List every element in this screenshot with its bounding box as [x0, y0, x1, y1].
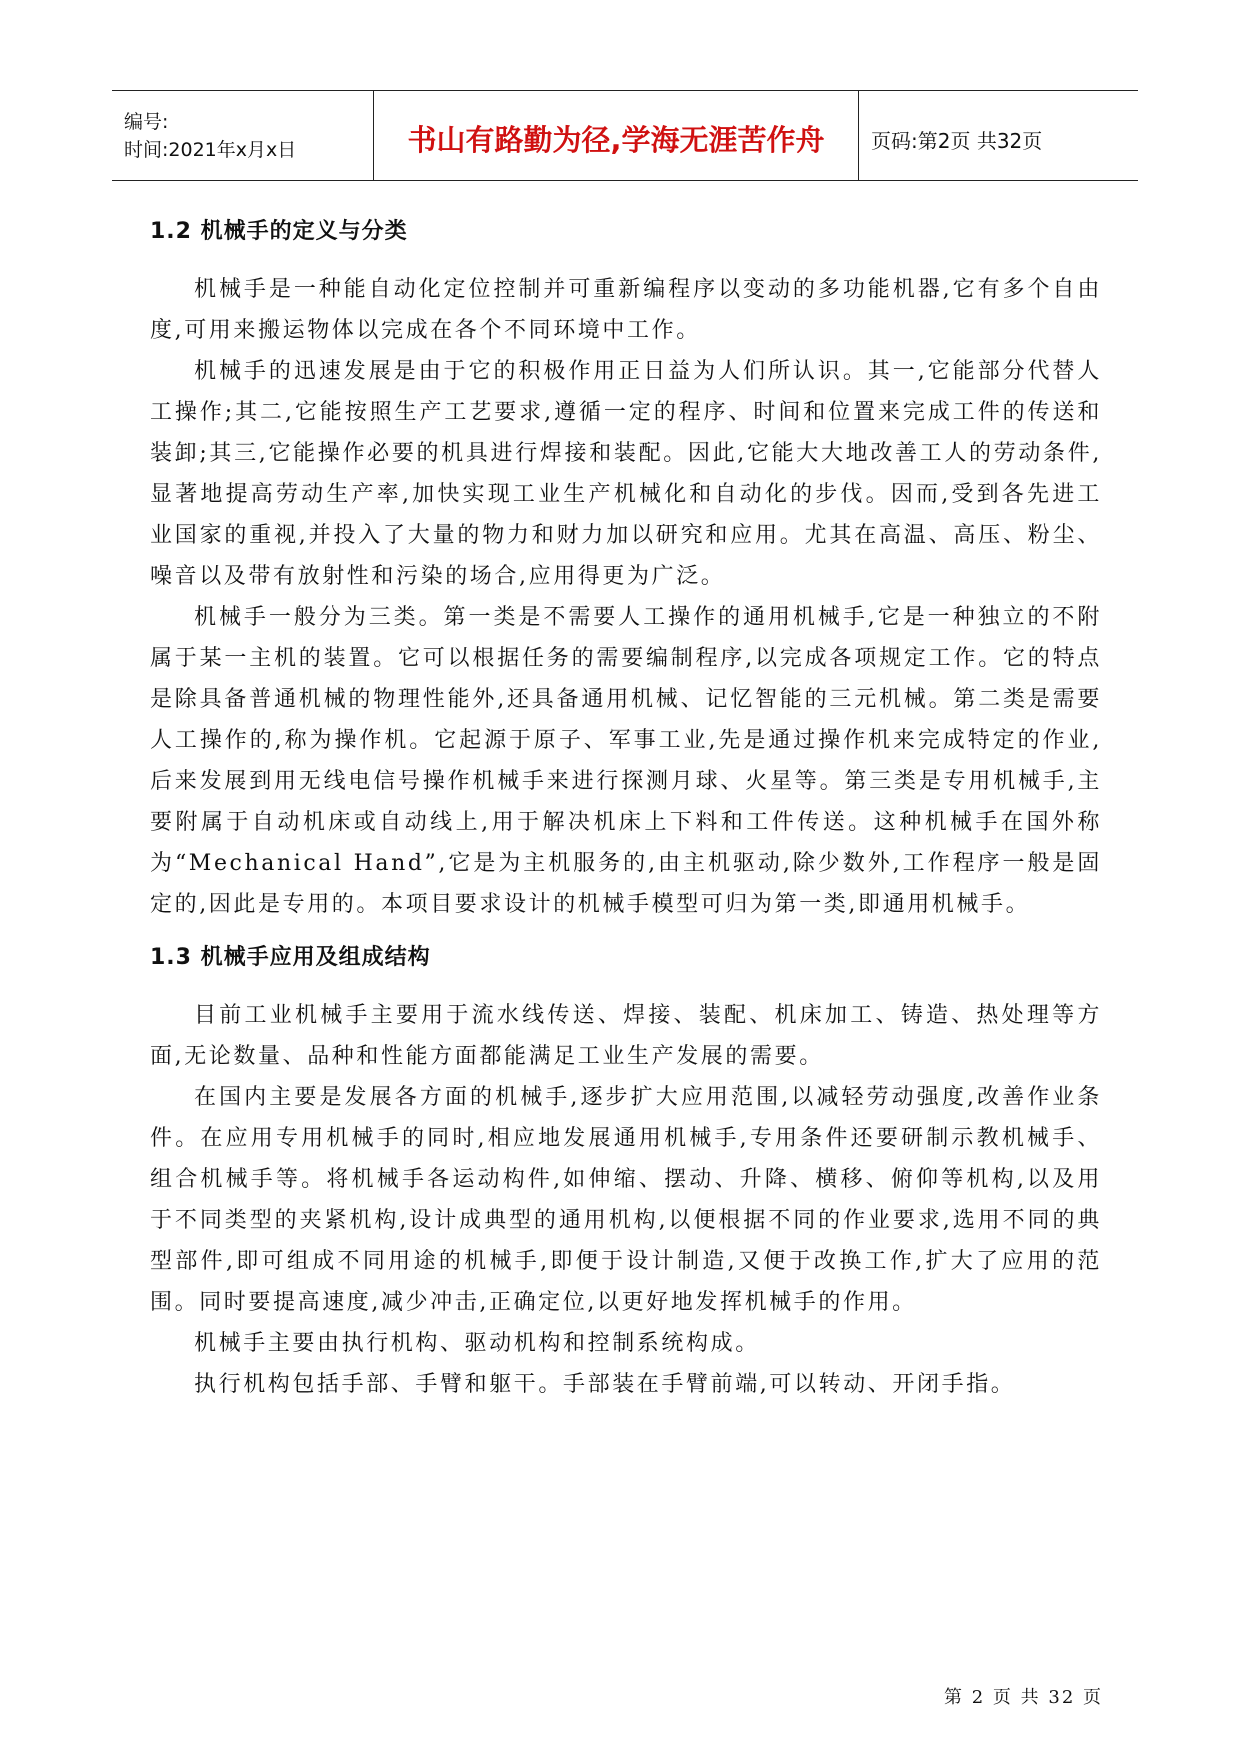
- paragraph: 目前工业机械手主要用于流水线传送、焊接、装配、机床加工、铸造、热处理等方面,无论数量、品种和性能方面都能满足工业生产发展的需要。: [150, 1003, 1102, 1069]
- paragraph: 执行机构包括手部、手臂和躯干。手部装在手臂前端,可以转动、开闭手指。: [194, 1372, 1016, 1397]
- paragraph: 机械手的迅速发展是由于它的积极作用正日益为人们所认识。其一,它能部分代替人工操作;其二,它能按照生产工艺要求,遵循一定的程序、时间和位置来完成工件的传送和装卸;其三,它能操作必要的机具进行焊接和装配。因此,它能大大地改善工人的劳动条件,显著地提高劳动生产率,加快实现工业生产机械化和自动化的步伐。因而,受到各先进工业国家的重视,并投入了大量的物力和财力加以研究和应用。尤其在高温、高压、粉尘、噪音以及带有放射性和污染的场合,应用得更为广泛。: [150, 359, 1102, 589]
- document-date-label: 时间:2021年x月x日: [124, 138, 297, 161]
- section-heading: 1.2 机械手的定义与分类: [150, 219, 408, 244]
- paragraph: 机械手一般分为三类。第一类是不需要人工操作的通用机械手,它是一种独立的不附属于某一主机的装置。它可以根据任务的需要编制程序,以完成各项规定工作。它的特点是除具备普通机械的物理性能外,还具备通用机械、记忆智能的三元机械。第二类是需要人工操作的,称为操作机。它起源于原子、军事工业,先是通过操作机来完成特定的作业,后来发展到用无线电信号操作机械手来进行探测月球、火星等。第三类是专用机械手,主要附属于自动机床或自动线上,用于解决机床上下料和工件传送。这种机械手在国外称为“Mechanical Hand”,它是为主机服务的,由主机驱动,除少数外,工作程序一般是固定的,因此是专用的。本项目要求设计的机械手模型可归为第一类,即通用机械手。: [150, 605, 1102, 917]
- section-heading: 1.3 机械手应用及组成结构: [150, 945, 431, 970]
- page-footer: 第 2 页 共 32 页: [944, 1687, 1103, 1708]
- page-header: [112, 90, 1138, 181]
- paragraph: 机械手是一种能自动化定位控制并可重新编程序以变动的多功能机器,它有多个自由度,可用来搬运物体以完成在各个不同环境中工作。: [150, 277, 1102, 343]
- paragraph: 机械手主要由执行机构、驱动机构和控制系统构成。: [194, 1331, 760, 1356]
- header-motto-cell: [374, 91, 859, 180]
- header-page-cell: [859, 91, 1138, 180]
- document-body: [150, 205, 1102, 1405]
- document-number-label: 编号:: [124, 110, 169, 133]
- paragraph: 在国内主要是发展各方面的机械手,逐步扩大应用范围,以减轻劳动强度,改善作业条件。在应用专用机械手的同时,相应地发展通用机械手,专用条件还要研制示教机械手、组合机械手等。将机械手各运动构件,如伸缩、摆动、升降、横移、俯仰等机构,以及用于不同类型的夹紧机构,设计成典型的通用机构,以便根据不同的作业要求,选用不同的典型部件,即可组成不同用途的机械手,即便于设计制造,又便于改换工作,扩大了应用的范围。同时要提高速度,减少冲击,正确定位,以更好地发挥机械手的作用。: [150, 1085, 1102, 1315]
- header-motto: 书山有路勤为径,学海无涯苦作舟: [407, 123, 825, 157]
- header-page-info: 页码:第2页 共32页: [871, 129, 1043, 153]
- header-left-cell: [112, 91, 374, 180]
